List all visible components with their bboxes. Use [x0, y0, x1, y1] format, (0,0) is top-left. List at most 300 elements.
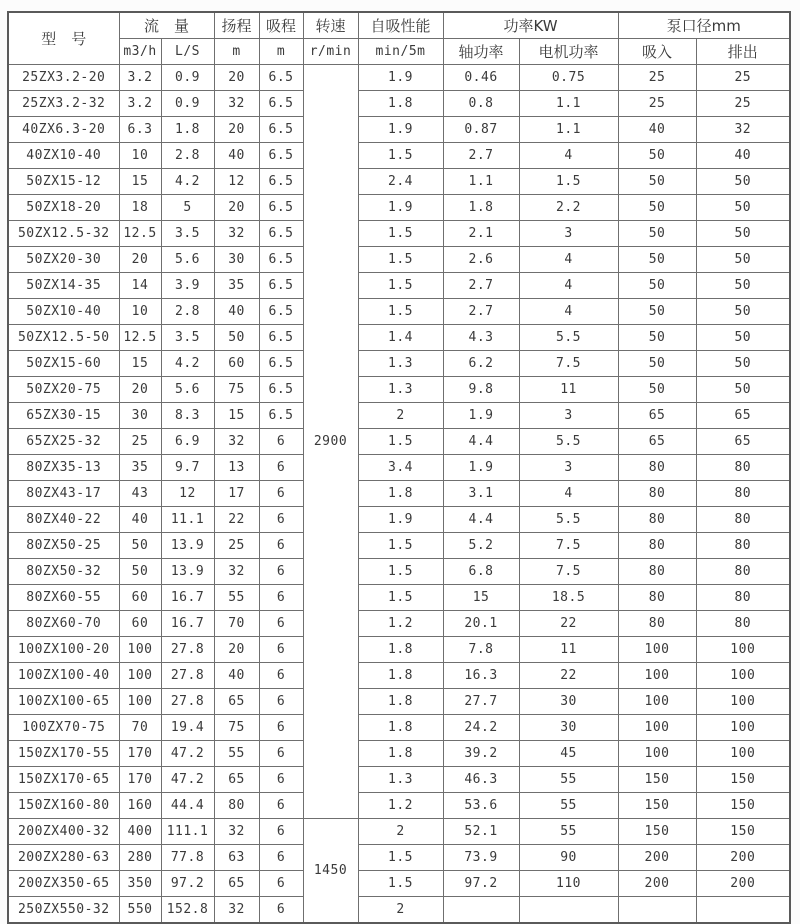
cell-flow-m3h: 160 [119, 793, 161, 819]
header-motor-power: 电机功率 [519, 39, 618, 65]
cell-shaft-power: 53.6 [443, 793, 519, 819]
cell-suction: 6 [259, 897, 303, 924]
cell-motor-power: 11 [519, 637, 618, 663]
cell-inlet: 80 [618, 481, 696, 507]
cell-inlet: 100 [618, 715, 696, 741]
cell-head: 50 [214, 325, 259, 351]
cell-motor-power: 4 [519, 481, 618, 507]
cell-self-priming: 2 [358, 403, 443, 429]
table-row [8, 715, 790, 741]
cell-head: 20 [214, 117, 259, 143]
table-row [8, 611, 790, 637]
table-row [8, 247, 790, 273]
cell-shaft-power: 39.2 [443, 741, 519, 767]
cell-inlet: 150 [618, 793, 696, 819]
cell-suction: 6 [259, 429, 303, 455]
cell-motor-power: 18.5 [519, 585, 618, 611]
cell-flow-ls: 8.3 [161, 403, 214, 429]
cell-head: 32 [214, 221, 259, 247]
cell-flow-ls: 4.2 [161, 351, 214, 377]
cell-flow-m3h: 50 [119, 533, 161, 559]
table-row [8, 767, 790, 793]
cell-inlet [618, 897, 696, 924]
cell-suction: 6.5 [259, 403, 303, 429]
cell-motor-power [519, 897, 618, 924]
cell-model: 150ZX160-80 [8, 793, 119, 819]
header-inlet: 吸入 [618, 39, 696, 65]
cell-flow-ls: 47.2 [161, 767, 214, 793]
cell-inlet: 65 [618, 403, 696, 429]
cell-head: 20 [214, 65, 259, 91]
table-row [8, 299, 790, 325]
header-head: 扬程 [214, 12, 259, 39]
cell-shaft-power: 1.9 [443, 455, 519, 481]
cell-inlet: 80 [618, 455, 696, 481]
cell-flow-ls: 13.9 [161, 559, 214, 585]
cell-model: 200ZX400-32 [8, 819, 119, 845]
cell-self-priming: 1.8 [358, 689, 443, 715]
cell-flow-m3h: 20 [119, 377, 161, 403]
cell-inlet: 80 [618, 559, 696, 585]
cell-model: 200ZX350-65 [8, 871, 119, 897]
cell-flow-ls: 4.2 [161, 169, 214, 195]
cell-motor-power: 5.5 [519, 325, 618, 351]
cell-flow-m3h: 100 [119, 663, 161, 689]
cell-flow-ls: 3.5 [161, 325, 214, 351]
table-row [8, 689, 790, 715]
table-row [8, 871, 790, 897]
table-row [8, 377, 790, 403]
cell-flow-m3h: 350 [119, 871, 161, 897]
cell-motor-power: 3 [519, 403, 618, 429]
cell-motor-power: 4 [519, 247, 618, 273]
header-outlet: 排出 [696, 39, 790, 65]
cell-self-priming: 1.8 [358, 715, 443, 741]
cell-motor-power: 7.5 [519, 351, 618, 377]
table-row [8, 559, 790, 585]
cell-shaft-power: 2.6 [443, 247, 519, 273]
cell-head: 40 [214, 143, 259, 169]
cell-motor-power: 22 [519, 611, 618, 637]
cell-self-priming: 1.5 [358, 585, 443, 611]
cell-suction: 6 [259, 455, 303, 481]
table-row [8, 741, 790, 767]
cell-inlet: 25 [618, 91, 696, 117]
cell-self-priming: 1.8 [358, 663, 443, 689]
cell-head: 32 [214, 559, 259, 585]
cell-self-priming: 1.5 [358, 143, 443, 169]
cell-head: 63 [214, 845, 259, 871]
cell-suction: 6.5 [259, 195, 303, 221]
cell-outlet: 100 [696, 637, 790, 663]
table-row [8, 325, 790, 351]
cell-shaft-power: 20.1 [443, 611, 519, 637]
cell-self-priming: 1.8 [358, 637, 443, 663]
cell-motor-power: 3 [519, 221, 618, 247]
table-row [8, 533, 790, 559]
cell-motor-power: 11 [519, 377, 618, 403]
cell-flow-ls: 16.7 [161, 585, 214, 611]
table-row [8, 585, 790, 611]
cell-flow-m3h: 12.5 [119, 325, 161, 351]
cell-motor-power: 1.1 [519, 91, 618, 117]
cell-flow-m3h: 10 [119, 299, 161, 325]
cell-suction: 6 [259, 715, 303, 741]
table-row [8, 91, 790, 117]
table-row [8, 143, 790, 169]
cell-shaft-power: 6.8 [443, 559, 519, 585]
table-row [8, 507, 790, 533]
table-row [8, 429, 790, 455]
cell-suction: 6 [259, 481, 303, 507]
cell-self-priming: 1.8 [358, 481, 443, 507]
cell-model: 250ZX550-32 [8, 897, 119, 924]
cell-outlet: 200 [696, 871, 790, 897]
cell-head: 70 [214, 611, 259, 637]
cell-suction: 6.5 [259, 65, 303, 91]
cell-self-priming: 1.5 [358, 221, 443, 247]
cell-head: 65 [214, 871, 259, 897]
cell-model: 80ZX60-70 [8, 611, 119, 637]
cell-inlet: 50 [618, 351, 696, 377]
cell-suction: 6 [259, 767, 303, 793]
cell-shaft-power: 2.1 [443, 221, 519, 247]
header-flow: 流 量 [119, 12, 214, 39]
cell-self-priming: 1.3 [358, 767, 443, 793]
cell-flow-ls: 19.4 [161, 715, 214, 741]
table-row [8, 195, 790, 221]
cell-inlet: 50 [618, 273, 696, 299]
table-row [8, 169, 790, 195]
cell-suction: 6.5 [259, 91, 303, 117]
cell-flow-m3h: 35 [119, 455, 161, 481]
cell-inlet: 80 [618, 611, 696, 637]
cell-outlet: 50 [696, 273, 790, 299]
cell-model: 50ZX15-60 [8, 351, 119, 377]
cell-head: 75 [214, 377, 259, 403]
cell-suction: 6.5 [259, 377, 303, 403]
cell-suction: 6 [259, 611, 303, 637]
cell-flow-ls: 97.2 [161, 871, 214, 897]
cell-flow-ls: 111.1 [161, 819, 214, 845]
header-suction: 吸程 [259, 12, 303, 39]
cell-outlet: 100 [696, 689, 790, 715]
cell-shaft-power: 73.9 [443, 845, 519, 871]
cell-suction: 6.5 [259, 325, 303, 351]
table-row [8, 117, 790, 143]
cell-motor-power: 0.75 [519, 65, 618, 91]
table-row [8, 65, 790, 91]
cell-motor-power: 30 [519, 715, 618, 741]
cell-flow-ls: 3.9 [161, 273, 214, 299]
cell-outlet: 32 [696, 117, 790, 143]
cell-model: 80ZX40-22 [8, 507, 119, 533]
cell-head: 75 [214, 715, 259, 741]
table-row [8, 897, 790, 924]
cell-shaft-power: 2.7 [443, 143, 519, 169]
cell-head: 55 [214, 741, 259, 767]
cell-self-priming: 1.5 [358, 533, 443, 559]
cell-outlet: 80 [696, 585, 790, 611]
cell-self-priming: 2.4 [358, 169, 443, 195]
cell-shaft-power: 52.1 [443, 819, 519, 845]
header-self-priming-unit: min/5m [358, 39, 443, 65]
cell-head: 30 [214, 247, 259, 273]
cell-outlet: 100 [696, 663, 790, 689]
cell-motor-power: 4 [519, 143, 618, 169]
cell-flow-m3h: 50 [119, 559, 161, 585]
cell-self-priming: 1.2 [358, 611, 443, 637]
cell-inlet: 50 [618, 299, 696, 325]
cell-self-priming: 1.4 [358, 325, 443, 351]
cell-self-priming: 1.5 [358, 429, 443, 455]
table-header [8, 12, 790, 65]
cell-head: 32 [214, 819, 259, 845]
table-row [8, 845, 790, 871]
cell-outlet: 50 [696, 247, 790, 273]
header-diameter: 泵口径mm [618, 12, 790, 39]
cell-suction: 6.5 [259, 247, 303, 273]
cell-speed-merged: 2900 [303, 65, 358, 819]
cell-shaft-power: 6.2 [443, 351, 519, 377]
cell-model: 150ZX170-65 [8, 767, 119, 793]
cell-self-priming: 1.2 [358, 793, 443, 819]
header-power: 功率KW [443, 12, 618, 39]
cell-inlet: 50 [618, 377, 696, 403]
cell-flow-ls: 0.9 [161, 65, 214, 91]
cell-flow-ls: 77.8 [161, 845, 214, 871]
cell-outlet: 40 [696, 143, 790, 169]
cell-head: 32 [214, 91, 259, 117]
cell-model: 25ZX3.2-20 [8, 65, 119, 91]
cell-inlet: 50 [618, 221, 696, 247]
cell-self-priming: 1.5 [358, 273, 443, 299]
cell-model: 40ZX6.3-20 [8, 117, 119, 143]
cell-head: 35 [214, 273, 259, 299]
cell-inlet: 150 [618, 767, 696, 793]
cell-model: 50ZX20-75 [8, 377, 119, 403]
cell-outlet: 50 [696, 169, 790, 195]
cell-suction: 6.5 [259, 351, 303, 377]
cell-self-priming: 1.9 [358, 195, 443, 221]
cell-motor-power: 7.5 [519, 533, 618, 559]
cell-flow-m3h: 3.2 [119, 65, 161, 91]
cell-motor-power: 30 [519, 689, 618, 715]
cell-inlet: 65 [618, 429, 696, 455]
cell-head: 32 [214, 897, 259, 924]
cell-suction: 6 [259, 793, 303, 819]
cell-model: 25ZX3.2-32 [8, 91, 119, 117]
cell-flow-ls: 0.9 [161, 91, 214, 117]
cell-model: 80ZX35-13 [8, 455, 119, 481]
cell-inlet: 80 [618, 507, 696, 533]
cell-model: 100ZX100-40 [8, 663, 119, 689]
cell-suction: 6 [259, 507, 303, 533]
cell-flow-m3h: 3.2 [119, 91, 161, 117]
cell-flow-m3h: 400 [119, 819, 161, 845]
cell-shaft-power [443, 897, 519, 924]
header-flow-ls: L/S [161, 39, 214, 65]
cell-inlet: 200 [618, 845, 696, 871]
cell-outlet: 50 [696, 299, 790, 325]
cell-outlet: 150 [696, 819, 790, 845]
cell-outlet: 150 [696, 767, 790, 793]
cell-flow-ls: 6.9 [161, 429, 214, 455]
cell-flow-m3h: 170 [119, 767, 161, 793]
cell-suction: 6.5 [259, 169, 303, 195]
cell-self-priming: 1.5 [358, 845, 443, 871]
cell-head: 20 [214, 195, 259, 221]
cell-flow-m3h: 18 [119, 195, 161, 221]
cell-self-priming: 2 [358, 819, 443, 845]
cell-flow-ls: 12 [161, 481, 214, 507]
cell-head: 20 [214, 637, 259, 663]
cell-inlet: 50 [618, 247, 696, 273]
cell-flow-m3h: 280 [119, 845, 161, 871]
cell-shaft-power: 4.3 [443, 325, 519, 351]
cell-shaft-power: 1.9 [443, 403, 519, 429]
cell-shaft-power: 9.8 [443, 377, 519, 403]
table-row [8, 481, 790, 507]
cell-model: 65ZX25-32 [8, 429, 119, 455]
cell-outlet: 100 [696, 715, 790, 741]
cell-shaft-power: 46.3 [443, 767, 519, 793]
cell-suction: 6 [259, 819, 303, 845]
cell-flow-m3h: 6.3 [119, 117, 161, 143]
cell-flow-ls: 2.8 [161, 299, 214, 325]
cell-outlet: 50 [696, 351, 790, 377]
cell-self-priming: 1.8 [358, 91, 443, 117]
cell-inlet: 50 [618, 169, 696, 195]
cell-suction: 6 [259, 533, 303, 559]
cell-flow-m3h: 25 [119, 429, 161, 455]
cell-outlet: 200 [696, 845, 790, 871]
cell-model: 80ZX43-17 [8, 481, 119, 507]
cell-shaft-power: 2.7 [443, 273, 519, 299]
cell-suction: 6 [259, 689, 303, 715]
cell-self-priming: 1.9 [358, 117, 443, 143]
cell-head: 17 [214, 481, 259, 507]
cell-head: 80 [214, 793, 259, 819]
cell-suction: 6 [259, 663, 303, 689]
cell-shaft-power: 24.2 [443, 715, 519, 741]
cell-suction: 6 [259, 845, 303, 871]
cell-model: 50ZX18-20 [8, 195, 119, 221]
cell-outlet: 80 [696, 507, 790, 533]
cell-model: 80ZX50-25 [8, 533, 119, 559]
cell-suction: 6 [259, 741, 303, 767]
cell-model: 40ZX10-40 [8, 143, 119, 169]
cell-shaft-power: 3.1 [443, 481, 519, 507]
cell-flow-m3h: 20 [119, 247, 161, 273]
cell-motor-power: 7.5 [519, 559, 618, 585]
table-row [8, 819, 790, 845]
header-model: 型 号 [8, 12, 119, 65]
cell-model: 50ZX12.5-32 [8, 221, 119, 247]
cell-flow-m3h: 100 [119, 689, 161, 715]
cell-flow-ls: 152.8 [161, 897, 214, 924]
cell-flow-ls: 47.2 [161, 741, 214, 767]
cell-motor-power: 4 [519, 299, 618, 325]
cell-flow-m3h: 70 [119, 715, 161, 741]
cell-flow-m3h: 550 [119, 897, 161, 924]
cell-motor-power: 55 [519, 793, 618, 819]
cell-model: 200ZX280-63 [8, 845, 119, 871]
table-row [8, 221, 790, 247]
cell-motor-power: 2.2 [519, 195, 618, 221]
cell-shaft-power: 97.2 [443, 871, 519, 897]
cell-model: 100ZX100-65 [8, 689, 119, 715]
cell-motor-power: 5.5 [519, 507, 618, 533]
cell-model: 50ZX15-12 [8, 169, 119, 195]
table-row [8, 351, 790, 377]
cell-inlet: 25 [618, 65, 696, 91]
cell-flow-ls: 27.8 [161, 663, 214, 689]
table-row [8, 403, 790, 429]
cell-head: 13 [214, 455, 259, 481]
cell-shaft-power: 5.2 [443, 533, 519, 559]
cell-model: 50ZX20-30 [8, 247, 119, 273]
cell-inlet: 100 [618, 663, 696, 689]
cell-flow-m3h: 43 [119, 481, 161, 507]
cell-inlet: 50 [618, 325, 696, 351]
header-speed-unit: r/min [303, 39, 358, 65]
cell-self-priming: 1.8 [358, 741, 443, 767]
cell-head: 65 [214, 767, 259, 793]
cell-suction: 6 [259, 559, 303, 585]
cell-flow-ls: 5 [161, 195, 214, 221]
header-self-priming: 自吸性能 [358, 12, 443, 39]
cell-suction: 6 [259, 585, 303, 611]
cell-head: 40 [214, 663, 259, 689]
cell-self-priming: 1.5 [358, 247, 443, 273]
cell-head: 40 [214, 299, 259, 325]
header-row-2 [8, 39, 790, 65]
cell-flow-m3h: 60 [119, 611, 161, 637]
cell-motor-power: 90 [519, 845, 618, 871]
cell-outlet: 150 [696, 793, 790, 819]
cell-shaft-power: 2.7 [443, 299, 519, 325]
cell-model: 50ZX12.5-50 [8, 325, 119, 351]
cell-self-priming: 2 [358, 897, 443, 924]
cell-suction: 6 [259, 871, 303, 897]
cell-speed-merged: 1450 [303, 819, 358, 924]
header-speed: 转速 [303, 12, 358, 39]
header-shaft-power: 轴功率 [443, 39, 519, 65]
cell-flow-ls: 27.8 [161, 637, 214, 663]
table-row [8, 273, 790, 299]
pump-spec-table [7, 11, 791, 924]
cell-outlet: 80 [696, 611, 790, 637]
cell-flow-ls: 13.9 [161, 533, 214, 559]
cell-head: 15 [214, 403, 259, 429]
cell-self-priming: 1.3 [358, 377, 443, 403]
cell-model: 100ZX100-20 [8, 637, 119, 663]
cell-outlet: 65 [696, 403, 790, 429]
cell-outlet: 50 [696, 325, 790, 351]
cell-shaft-power: 27.7 [443, 689, 519, 715]
cell-self-priming: 1.5 [358, 559, 443, 585]
cell-suction: 6.5 [259, 299, 303, 325]
table-body [8, 65, 790, 924]
cell-outlet: 80 [696, 533, 790, 559]
cell-motor-power: 5.5 [519, 429, 618, 455]
cell-flow-ls: 5.6 [161, 377, 214, 403]
cell-inlet: 40 [618, 117, 696, 143]
cell-head: 60 [214, 351, 259, 377]
cell-self-priming: 3.4 [358, 455, 443, 481]
cell-motor-power: 55 [519, 767, 618, 793]
